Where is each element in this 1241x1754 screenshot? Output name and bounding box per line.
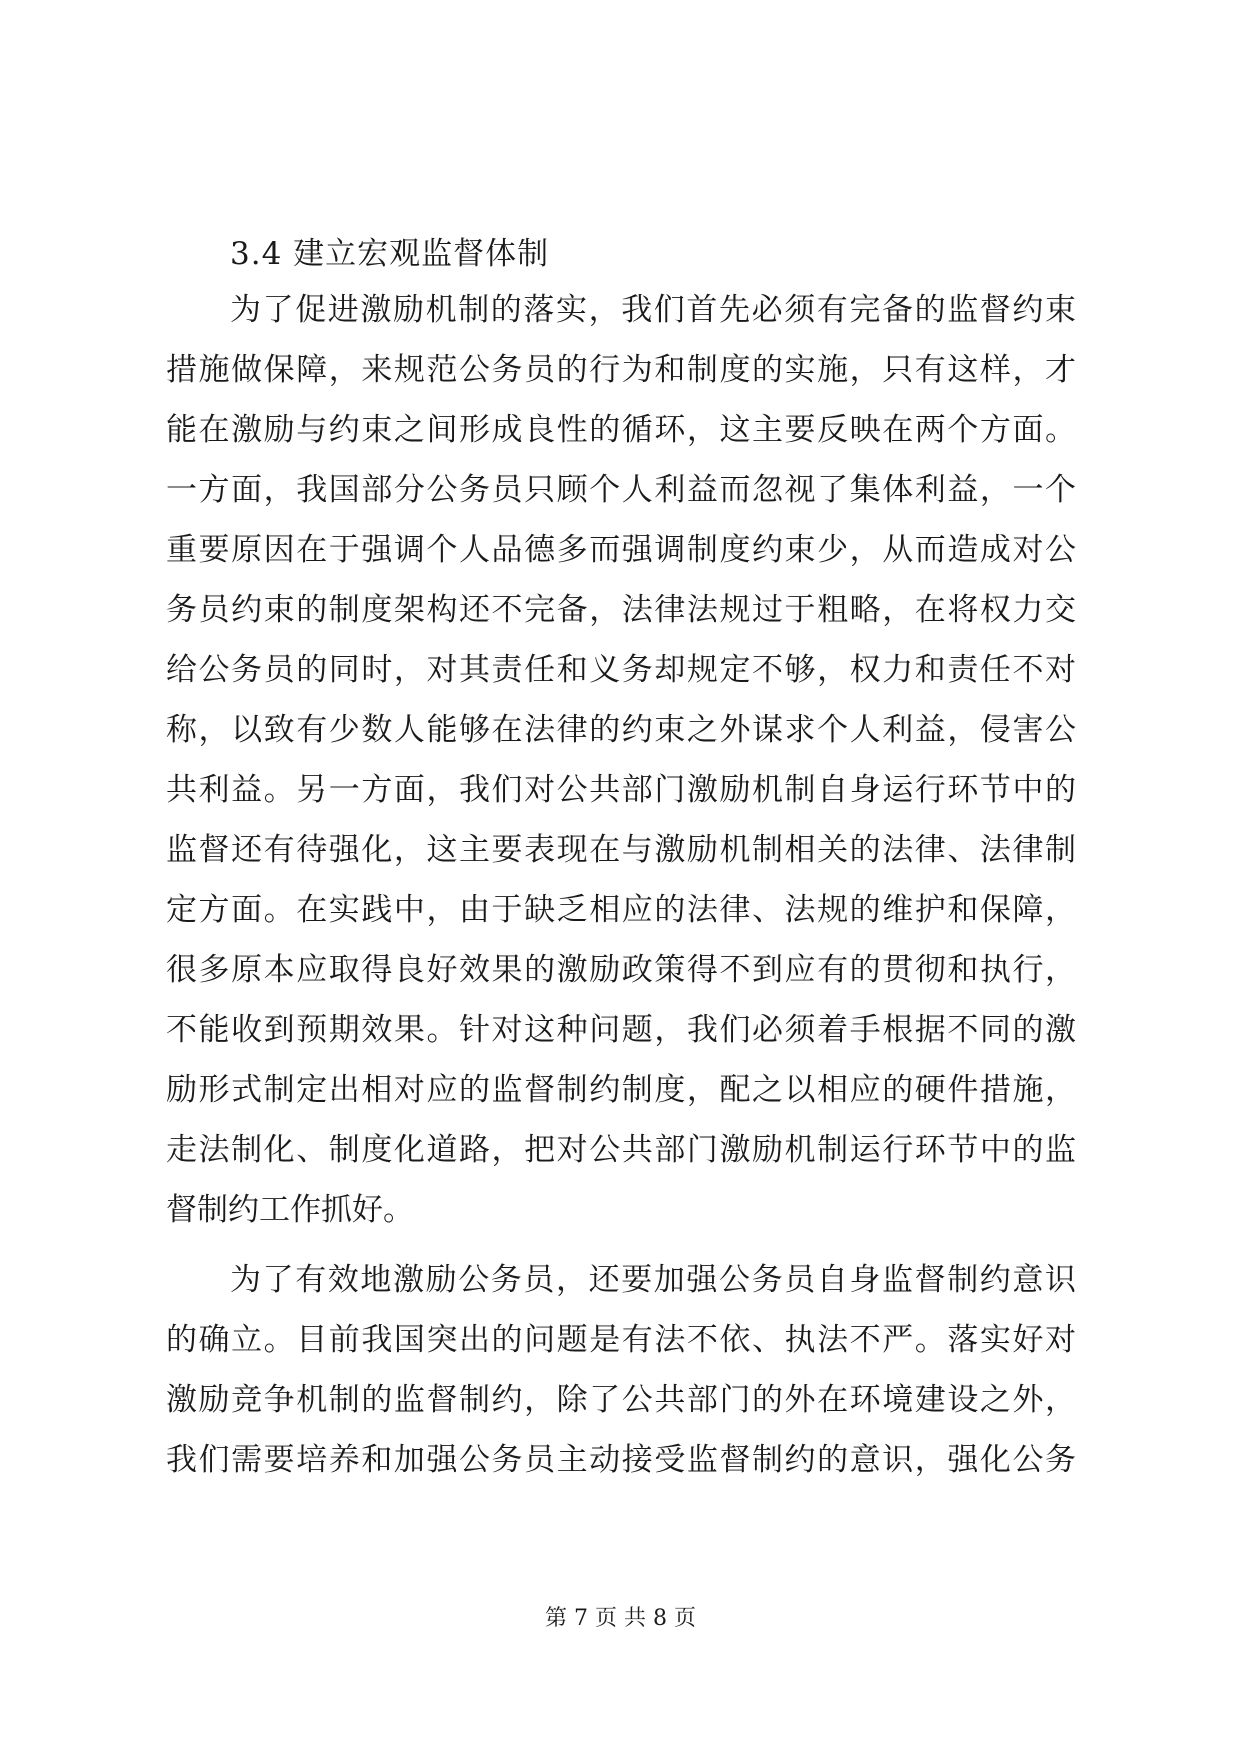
paragraph-line: 很多原本应取得良好效果的激励政策得不到应有的贯彻和执行，: [166, 952, 1076, 988]
paragraph-line: 走法制化、制度化道路，把对公共部门激励机制运行环节中的监: [166, 1132, 1076, 1168]
paragraph-line: 务员约束的制度架构还不完备，法律法规过于粗略，在将权力交: [166, 592, 1076, 628]
paragraph-line: 定方面。在实践中，由于缺乏相应的法律、法规的维护和保障，: [166, 892, 1076, 928]
paragraph-line: 为了有效地激励公务员，还要加强公务员自身监督制约意识: [230, 1262, 1076, 1298]
paragraph-1: [166, 280, 1076, 1240]
paragraph-line: 督制约工作抓好。: [166, 1192, 414, 1228]
paragraph-line: 为了促进激励机制的落实，我们首先必须有完备的监督约束: [230, 292, 1076, 328]
paragraph-line: 一方面，我国部分公务员只顾个人利益而忽视了集体利益，一个: [166, 472, 1076, 508]
paragraph-line: 监督还有待强化，这主要表现在与激励机制相关的法律、法律制: [166, 832, 1076, 868]
paragraph-line: 称，以致有少数人能够在法律的约束之外谋求个人利益，侵害公: [166, 712, 1076, 748]
paragraph-line: 我们需要培养和加强公务员主动接受监督制约的意识，强化公务: [166, 1442, 1076, 1478]
paragraph-line: 共利益。另一方面，我们对公共部门激励机制自身运行环节中的: [166, 772, 1076, 808]
paragraph-line: 的确立。目前我国突出的问题是有法不依、执法不严。落实好对: [166, 1322, 1076, 1358]
page-content: [166, 228, 1076, 1490]
paragraph-line: 励形式制定出相对应的监督制约制度，配之以相应的硬件措施，: [166, 1072, 1076, 1108]
paragraph-line: 激励竞争机制的监督制约，除了公共部门的外在环境建设之外，: [166, 1382, 1076, 1418]
paragraph-line: 不能收到预期效果。针对这种问题，我们必须着手根据不同的激: [166, 1012, 1076, 1048]
paragraph-line: 措施做保障，来规范公务员的行为和制度的实施，只有这样，才: [166, 352, 1076, 388]
section-heading: 3.4 建立宏观监督体制: [230, 236, 550, 272]
paragraph-line: 重要原因在于强调个人品德多而强调制度约束少，从而造成对公: [166, 532, 1076, 568]
paragraph-line: 给公务员的同时，对其责任和义务却规定不够，权力和责任不对: [166, 652, 1076, 688]
paragraph-line: 能在激励与约束之间形成良性的循环，这主要反映在两个方面。: [166, 412, 1076, 448]
paragraph-2: [166, 1250, 1076, 1490]
page-number-footer: 第 7 页 共 8 页: [545, 1606, 696, 1631]
